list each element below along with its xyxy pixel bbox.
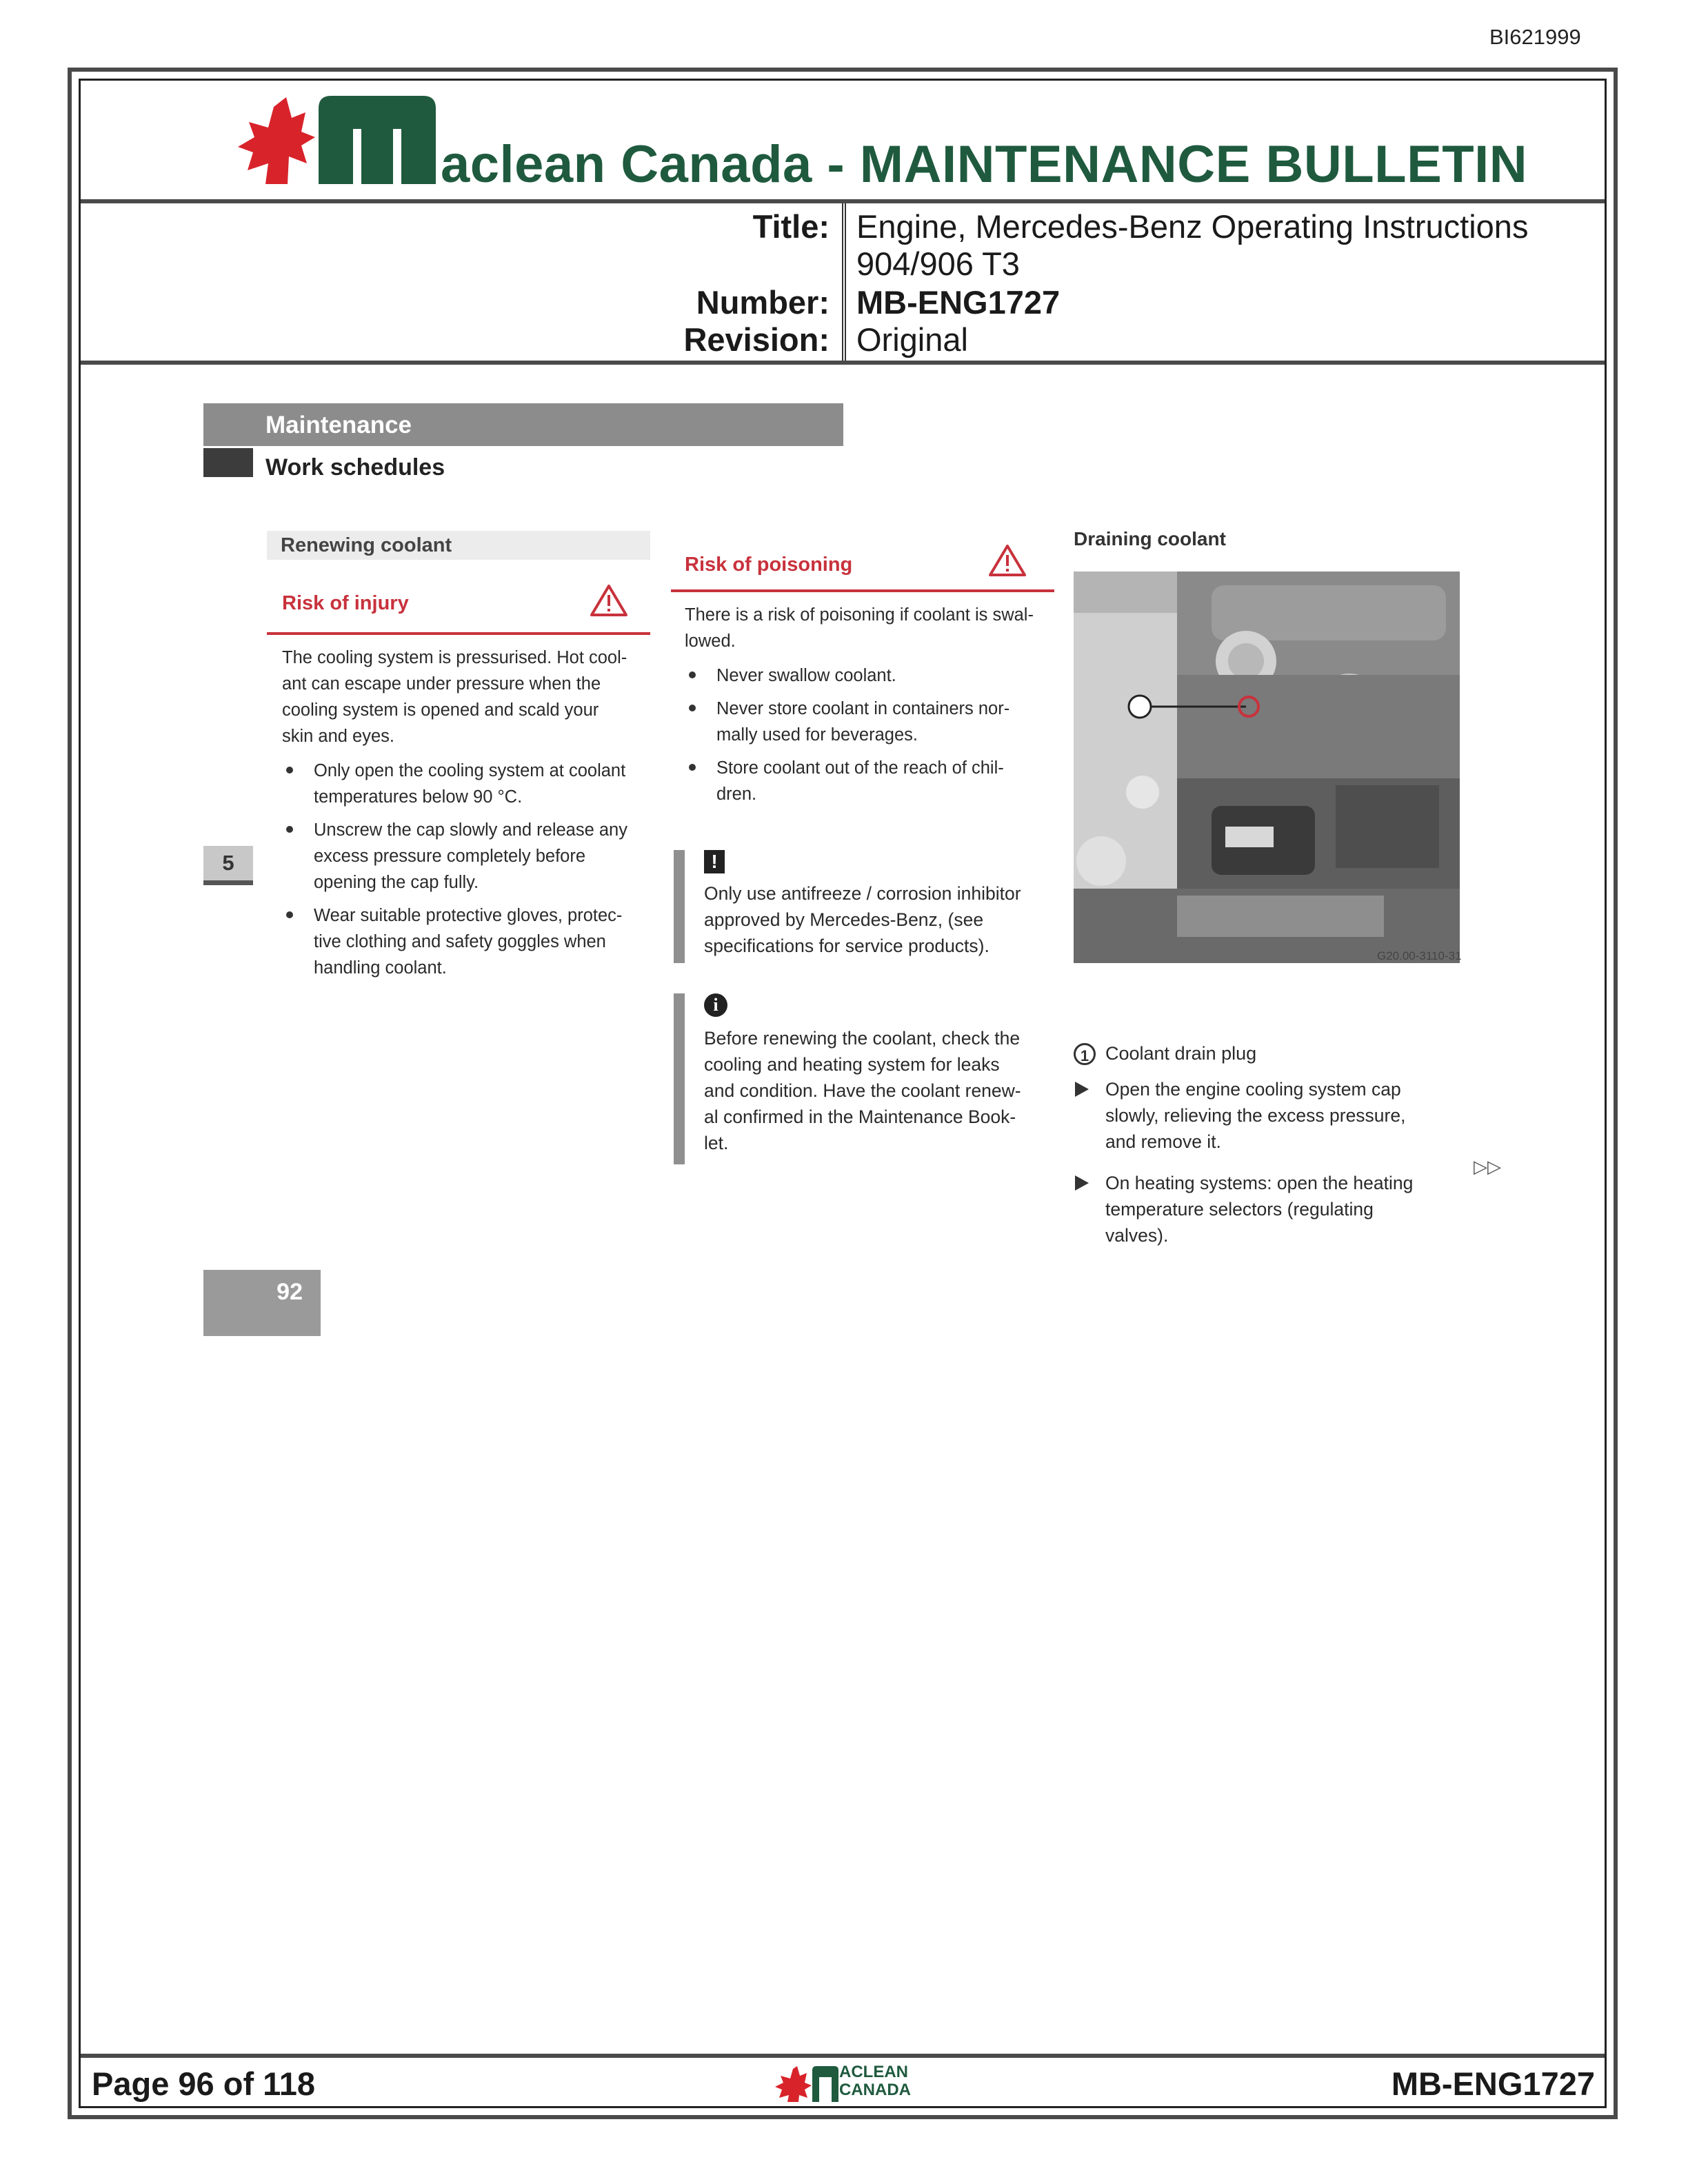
bullet-line: temperatures below 90 °C. xyxy=(314,787,523,807)
bullet-line: Only open the cooling system at coolant xyxy=(314,761,626,780)
document-id: BI621999 xyxy=(1489,25,1581,49)
step-arrow-icon xyxy=(1075,1082,1089,1097)
figure-code: G20.00-3110-31 xyxy=(1377,949,1462,962)
footer-bulletin-number: MB-ENG1727 xyxy=(1391,2065,1595,2102)
bullet-line: Unscrew the cap slowly and release any xyxy=(314,820,627,840)
injury-bullet xyxy=(282,902,654,981)
callout-label: Coolant drain plug xyxy=(1105,1043,1257,1064)
step-line: valves). xyxy=(1105,1225,1169,1246)
injury-body-line: skin and eyes. xyxy=(282,727,395,746)
bullet-line: Wear suitable protective gloves, protec- xyxy=(314,906,623,925)
risk-of-injury-title: Risk of injury xyxy=(282,592,409,614)
poisoning-bullet-list xyxy=(685,663,1057,807)
note-line: let. xyxy=(704,1133,729,1153)
engine-photo xyxy=(1074,572,1460,963)
note-line: and condition. Have the coolant renew- xyxy=(704,1080,1021,1101)
step-line: slowly, relieving the excess pressure, xyxy=(1105,1105,1406,1126)
poisoning-bullet xyxy=(685,696,1057,748)
note-line: specifications for service products). xyxy=(704,936,989,956)
poisoning-body xyxy=(685,602,1057,814)
exclamation-note-icon: ! xyxy=(704,850,725,873)
bulletin-inner-frame xyxy=(79,79,1607,2108)
step-arrow-icon xyxy=(1075,1175,1089,1191)
bullet-line: opening the cap fully. xyxy=(314,873,479,892)
bullet-line: tive clothing and safety goggles when xyxy=(314,932,606,951)
note-line: Only use antifreeze / corrosion inhibitor xyxy=(704,883,1021,904)
note-bar-info xyxy=(674,993,685,1164)
footer-logo-line: ACLEAN xyxy=(839,2063,908,2081)
bullet-line: Never swallow coolant. xyxy=(716,666,896,685)
poisoning-body-line: There is a risk of poisoning if coolant is swal- xyxy=(685,605,1034,625)
step-line: Open the engine cooling system cap xyxy=(1105,1079,1401,1100)
injury-body-line: cooling system is opened and scald your xyxy=(282,700,599,720)
subsection-marker xyxy=(203,448,253,477)
title-value-line1: Engine, Mercedes-Benz Operating Instructions xyxy=(856,208,1529,245)
subsection-title: Work schedules xyxy=(265,454,445,481)
callout-number: 1 xyxy=(1074,1043,1096,1065)
injury-body-line: ant can escape under pressure when the xyxy=(282,674,601,694)
engine-illustration xyxy=(1074,572,1460,963)
bullet-line: dren. xyxy=(716,785,757,804)
chapter-tab: 5 xyxy=(203,846,253,885)
note-line: approved by Mercedes-Benz, (see xyxy=(704,909,984,930)
bullet-line: Store coolant out of the reach of chil- xyxy=(716,758,1004,778)
risk-of-poisoning-title: Risk of poisoning xyxy=(685,554,853,576)
number-value: MB-ENG1727 xyxy=(856,284,1061,321)
injury-body-line: The cooling system is pressurised. Hot cool- xyxy=(282,648,627,667)
title-label: Title: xyxy=(752,208,830,245)
revision-value: Original xyxy=(856,321,968,358)
step-line: On heating systems: open the heating xyxy=(1105,1173,1414,1193)
bullet-line: excess pressure completely before xyxy=(314,847,586,866)
note-line: cooling and heating system for leaks xyxy=(704,1054,1000,1075)
renewal-info-note xyxy=(704,1025,1063,1156)
footer-logo-text xyxy=(839,2063,911,2099)
bulletin-company-title: aclean Canada - MAINTENANCE BULLETIN xyxy=(441,135,1528,194)
injury-bullet xyxy=(282,758,654,810)
note-line: al confirmed in the Maintenance Book- xyxy=(704,1106,1016,1127)
step-line: and remove it. xyxy=(1105,1131,1221,1152)
poisoning-bullet xyxy=(685,755,1057,807)
step-open-cap xyxy=(1105,1076,1464,1155)
bulletin-footer xyxy=(81,2054,1605,2106)
note-line: Before renewing the coolant, check the xyxy=(704,1028,1021,1049)
warning-triangle-icon xyxy=(590,584,628,617)
risk-of-injury-rule xyxy=(267,632,650,635)
renewing-coolant-heading: Renewing coolant xyxy=(267,531,650,560)
warning-triangle-icon xyxy=(988,544,1027,577)
injury-body xyxy=(282,645,654,988)
poisoning-body-line: lowed. xyxy=(685,631,736,651)
injury-bullet-list xyxy=(282,758,654,981)
bullet-line: handling coolant. xyxy=(314,958,447,978)
step-line: temperature selectors (regulating xyxy=(1105,1199,1374,1220)
bulletin-frame xyxy=(68,68,1618,2119)
note-bar-excl xyxy=(674,850,685,963)
footer-page-count: Page 96 of 118 xyxy=(92,2065,315,2102)
draining-coolant-heading: Draining coolant xyxy=(1074,528,1226,549)
manual-page xyxy=(81,81,1605,2106)
bullet-line: Never store coolant in containers nor- xyxy=(716,699,1010,718)
risk-of-poisoning-rule xyxy=(671,589,1054,592)
info-note-icon: i xyxy=(704,993,727,1017)
section-title: Maintenance xyxy=(265,412,412,438)
injury-bullet xyxy=(282,817,654,896)
title-value-line2: 904/906 T3 xyxy=(856,245,1020,282)
bullet-line: mally used for beverages. xyxy=(716,725,918,745)
step-heating-selectors xyxy=(1105,1170,1464,1248)
poisoning-bullet xyxy=(685,663,1057,689)
number-label: Number: xyxy=(696,284,830,321)
revision-label: Revision: xyxy=(683,321,830,358)
continue-icon: ▷▷ xyxy=(1474,1156,1501,1177)
footer-logo-line: CANADA xyxy=(839,2081,911,2099)
manual-page-number: 92 xyxy=(203,1270,321,1336)
antifreeze-note xyxy=(704,880,1063,959)
